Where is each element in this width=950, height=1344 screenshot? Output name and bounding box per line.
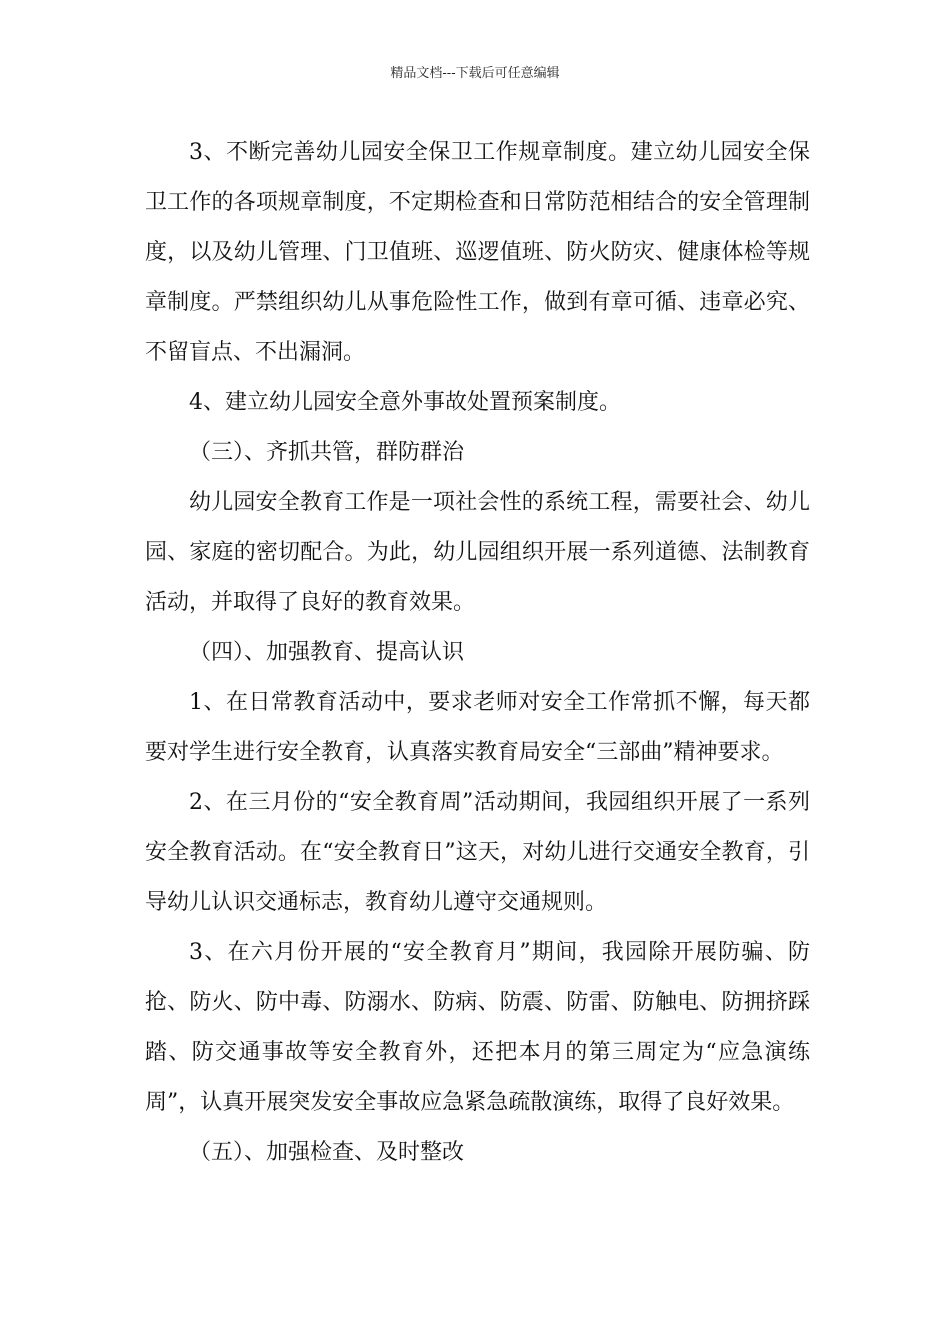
paragraph-item-1: 1、在日常教育活动中，要求老师对安全工作常抓不懈，每天都要对学生进行安全教育，认真落实教育局安全“三部曲”精神要求。 [145, 690, 810, 765]
paragraph-rule-4: 4、建立幼儿园安全意外事故处置预案制度。 [189, 390, 621, 415]
paragraph-item-3: 3、在六月份开展的“安全教育月”期间，我园除开展防骗、防抢、防火、防中毒、防溺水、防病、防震、防雷、防触电、防拥挤踩踏、防交通事故等安全教育外，还把本月的第三周定为“应急演练周”，认真开展突发安全事故应急紧急疏散演练，取得了良好效果。 [145, 940, 810, 1115]
section-heading-4: （四）、加强教育、提高认识 [189, 640, 465, 665]
document-body [145, 128, 810, 1178]
paragraph-section-3-body: 幼儿园安全教育工作是一项社会性的系统工程，需要社会、幼儿园、家庭的密切配合。为此，幼儿园组织开展一系列道德、法制教育活动，并取得了良好的教育效果。 [145, 490, 810, 615]
section-heading-3: （三）、齐抓共管，群防群治 [189, 440, 465, 465]
page-header: 精品文档---下载后可任意编辑 [390, 66, 560, 81]
paragraph-item-2: 2、在三月份的“安全教育周”活动期间，我园组织开展了一系列安全教育活动。在“安全教育日”这天，对幼儿进行交通安全教育，引导幼儿认识交通标志，教育幼儿遵守交通规则。 [145, 790, 810, 915]
section-heading-5: （五）、加强检查、及时整改 [189, 1140, 465, 1165]
paragraph-rule-3: 3、不断完善幼儿园安全保卫工作规章制度。建立幼儿园安全保卫工作的各项规章制度，不定期检查和日常防范相结合的安全管理制度，以及幼儿管理、门卫值班、巡逻值班、防火防灾、健康体检等规章制度。严禁组织幼儿从事危险性工作，做到有章可循、违章必究、不留盲点、不出漏洞。 [145, 140, 810, 365]
